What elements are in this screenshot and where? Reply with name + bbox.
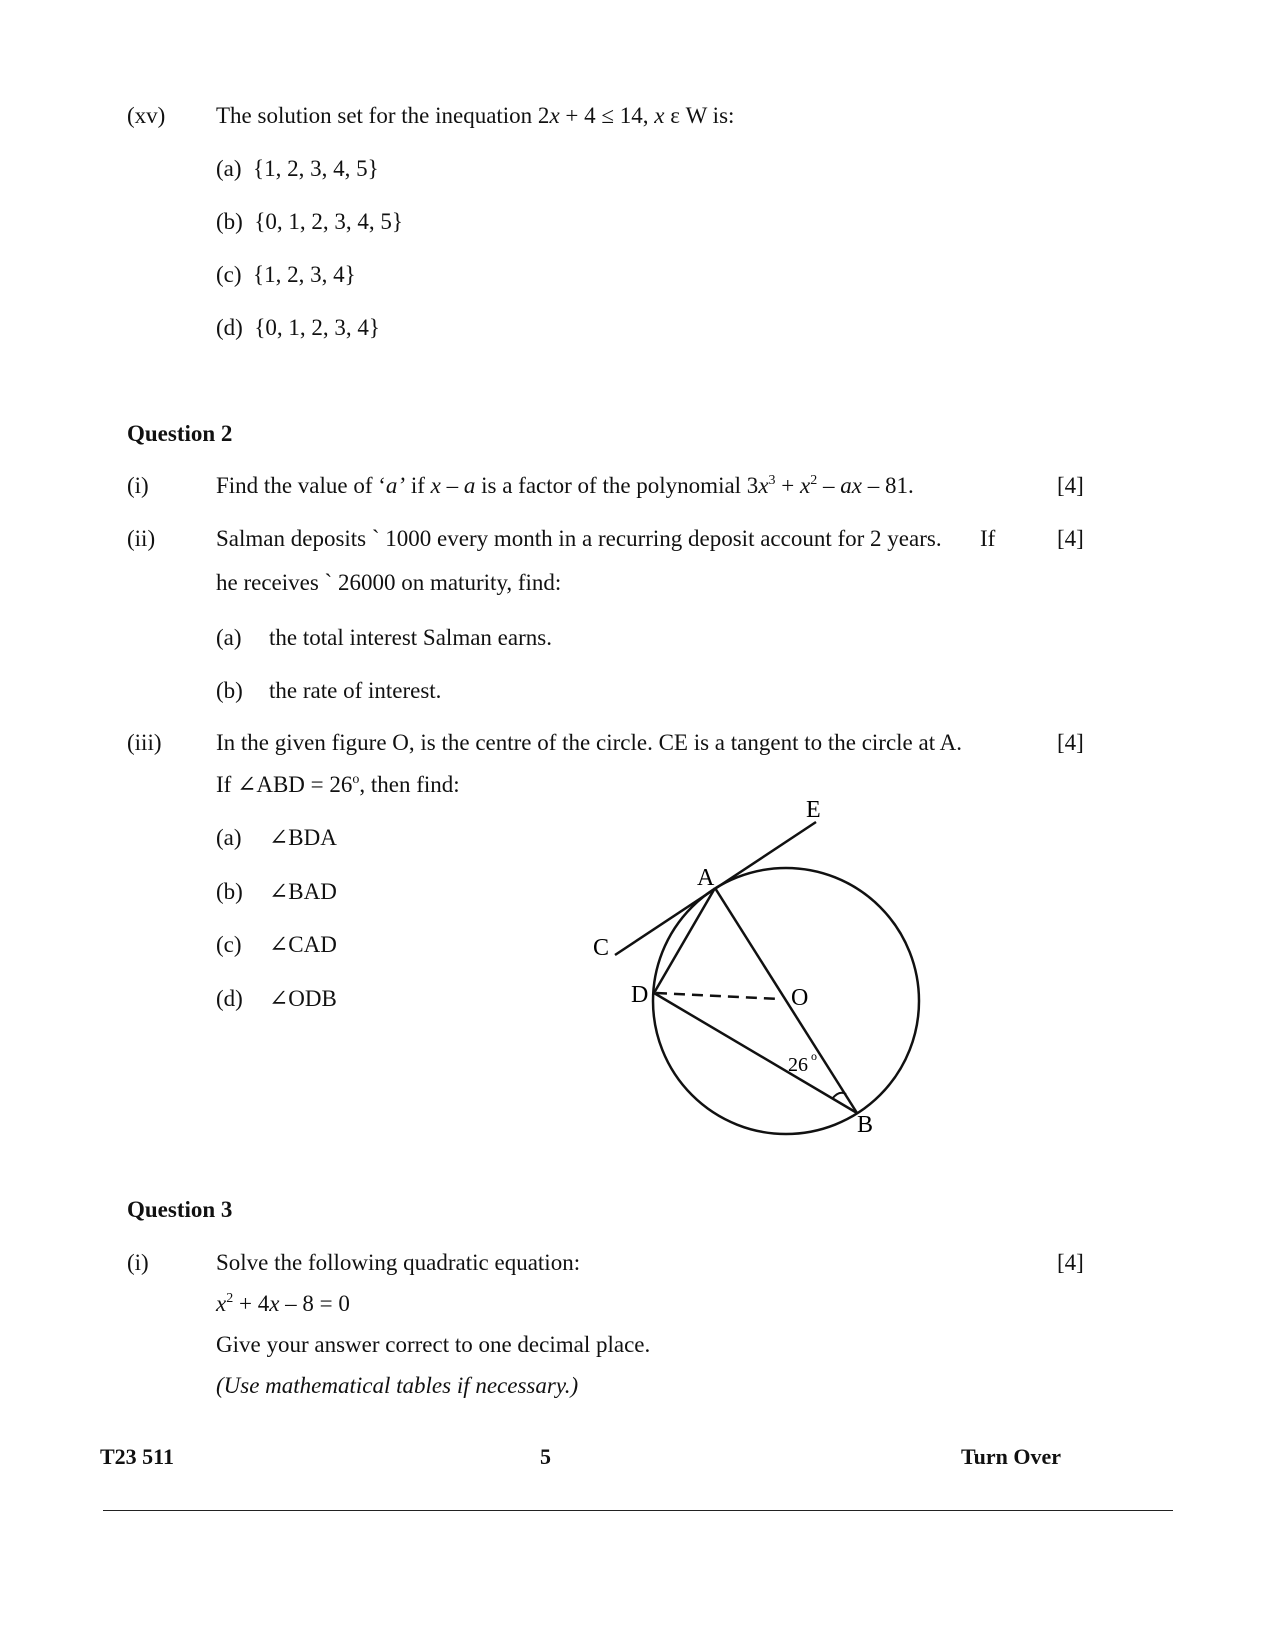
radius-od-dashed [656,993,780,999]
label-b: B [857,1112,874,1138]
q1-option-b: (b) {0, 1, 2, 3, 4, 5} [216,209,403,234]
q3-i-equation: $x^2 + 4x - 8 = 0$ [216,1291,350,1316]
q2-ii-part-a-text: the total interest Salman earns. [269,625,552,650]
circle-figure [560,780,960,1160]
q3-i-marks: [4] [1057,1250,1084,1275]
label-c: C [593,935,610,961]
q1-option-d: (d) {0, 1, 2, 3, 4} [216,315,380,340]
q2-ii-part-b-text: the rate of interest. [269,678,442,703]
diameter-ab [715,888,857,1113]
q1-option-c: (c) {1, 2, 3, 4} [216,262,356,287]
q2-iii-line2: If ∠ABD = $26^o$, then find: [216,772,460,797]
q2-iii-part-a-text: ∠BDA [269,825,337,850]
footer-paper-code: T23 511 [100,1444,174,1469]
q3-i-line3: Give your answer correct to one decimal place. [216,1332,651,1357]
label-a: A [697,865,715,891]
footer-turn-over: Turn Over [961,1444,1062,1469]
q2-ii-part-b-label: (b) [216,678,243,703]
q2-iii-number: (iii) [127,730,162,755]
q1-option-a: (a) {1, 2, 3, 4, 5} [216,156,379,181]
q2-i-text: Find the value of ‘a’ if x – a is a factor of the polynomial $3x^3 + x^2$ – ax – 81. [216,473,914,498]
q1-number: (xv) [127,103,166,128]
q3-heading: Question 3 [127,1197,233,1222]
q2-ii-line1-end: If [980,526,996,551]
q1-stem: The solution set for the inequation 2x + 4 ≤ 14, x ε W is: [216,103,735,128]
q2-ii-line1: Salman deposits ` 1000 every month in a recurring deposit account for 2 years. [216,526,942,551]
label-e: E [806,797,821,823]
label-d: D [631,982,649,1008]
q2-iii-part-a-label: (a) [216,825,242,850]
q2-heading: Question 2 [127,421,233,446]
q2-i-number: (i) [127,473,149,498]
footer-page-number: 5 [540,1444,551,1469]
angle-label-26: 26 [788,1054,808,1076]
q2-iii-part-b-text: ∠BAD [269,879,337,904]
q2-ii-marks: [4] [1057,526,1084,551]
angle-degree-sign: o [811,1049,817,1063]
q2-iii-marks: [4] [1057,730,1084,755]
chord-ad [654,888,715,993]
footer-rule [103,1510,1173,1511]
q3-i-line4: (Use mathematical tables if necessary.) [216,1373,579,1398]
q2-ii-part-a-label: (a) [216,625,242,650]
q2-iii-part-b-label: (b) [216,879,243,904]
q3-i-line1: Solve the following quadratic equation: [216,1250,581,1275]
q2-ii-number: (ii) [127,526,156,551]
q2-iii-part-c-text: ∠CAD [269,932,337,957]
q2-iii-part-d-text: ∠ODB [269,986,337,1011]
q2-iii-part-d-label: (d) [216,986,243,1011]
q3-i-number: (i) [127,1250,149,1275]
q2-iii-line1: In the given figure O, is the centre of the circle. CE is a tangent to the circle at A. [216,730,962,755]
q2-i-marks: [4] [1057,473,1084,498]
q2-iii-part-c-label: (c) [216,932,242,957]
label-o: O [791,985,809,1011]
q2-ii-line2: he receives ` 26000 on maturity, find: [216,570,562,595]
chord-db [654,993,857,1113]
